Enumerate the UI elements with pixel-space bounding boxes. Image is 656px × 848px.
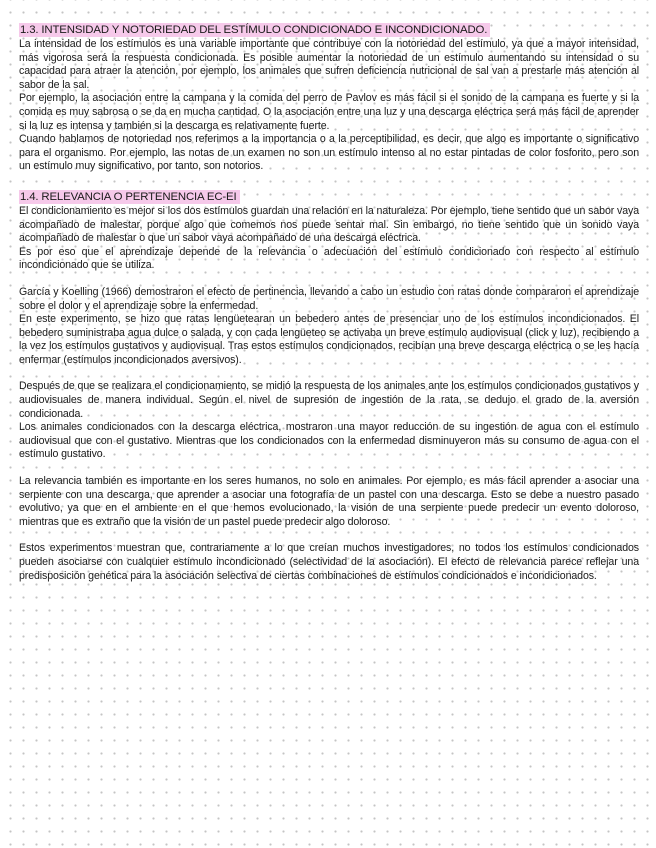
paragraph: Después de que se realizara el condicionamiento, se midió la respuesta de los animales ante los estímulos condicionados gustativos y audiovisuales de manera individual. Según el nivel de supresión de ingestión de la rata, se dedujo el grado de la aversión condicionada. <box>19 380 639 420</box>
notes-page <box>19 20 639 583</box>
paragraph: El condicionamiento es mejor si los dos estímulos guardan una relación en la naturaleza. Por ejemplo, tiene sentido que un sabor vaya acompañado de malestar, porque algo que comemos nos puede sentar mal. Sin embargo, no tiene sentido que un sonido vaya acompañado de malestar o que un sabor vaya acompañado de una descarga eléctrica. <box>19 204 639 245</box>
section-heading-intensidad: 1.3. INTENSIDAD Y NOTORIEDAD DEL ESTÍMULO CONDICIONADO E INCONDICIONADO. <box>19 23 490 37</box>
paragraph: La relevancia también es importante en los seres humanos, no solo en animales. Por ejemplo, es más fácil aprender a asociar una serpiente con una descarga, que aprender a asociar una fotografía de un pastel con una descarga. Esto se debe a nuestro pasado evolutivo, ya que en el ambiente en el que hemos evolucionado, la visión de una serpiente puede predecir un evento doloroso, mientras que es extraño que la visión de un pastel puede predecir algo doloroso. <box>19 475 639 528</box>
section-heading-relevancia: 1.4. RELEVANCIA O PERTENENCIA EC-EI <box>19 190 240 204</box>
paragraph: En este experimento, se hizo que ratas lengüetearan un bebedero antes de presenciar uno de los estímulos incondicionados. El bebedero suministraba agua dulce o salada, y con cada lengüeteo se activaba un breve estímulo audiovisual (click y luz), recibiendo a la vez los estímulos gustativos y audiovisual. Tras estos estímulos condicionados, recibían una breve descarga eléctrica o se les hacía enfermar (estímulos incondicionados aversivos). <box>19 313 639 366</box>
paragraph: Estos experimentos muestran que, contrariamente a lo que creían muchos investigadores, no todos los estímulos condicionados pueden asociarse con cualquier estímulo incondicionado (selectividad de la asociación). El efecto de relevancia parece reflejar una predisposición genética para la asociación selectiva de ciertas combinaciones de estímulos condicionados e incondicionados. <box>19 542 639 582</box>
section-relevancia <box>19 187 639 583</box>
paragraph: García y Koelling (1966) demostraron el efecto de pertinencia, llevando a cabo un estudio con ratas donde compararon el aprendizaje sobre el dolor y el aprendizaje sobre la enfermedad. <box>19 285 639 312</box>
section-intensidad <box>19 20 639 174</box>
paragraph: Cuando hablamos de notoriedad nos referimos a la importancia o a la perceptibilidad, es decir, que algo es importante o significativo para el organismo. Por ejemplo, las notas de un examen no son un estímulo intenso al no estar pintadas de color fosforito, pero son un estímulo muy significativo, por tanto, son notorios. <box>19 133 639 173</box>
paragraph: Es por eso que el aprendizaje depende de la relevancia o adecuación del estímulo condicionado con respecto al estímulo incondicionado que se utiliza. <box>19 245 639 272</box>
paragraph: Los animales condicionados con la descarga eléctrica, mostraron una mayor reducción de su ingestión de agua con el estímulo audiovisual que con el gustativo. Mientras que los condicionados con la enfermedad disminuyeron más su consumo de agua con el estímulo gustativo. <box>19 421 639 461</box>
paragraph: Por ejemplo, la asociación entre la campana y la comida del perro de Pavlov es más fácil si el sonido de la campana es fuerte y si la comida es muy sabrosa o se da en mucha cantidad. O la asociación entre una luz y una descarga eléctrica será más fácil de aprender si la luz es intensa y también si la descarga es relativamente fuerte. <box>19 92 639 132</box>
paragraph: La intensidad de los estímulos es una variable importante que contribuye con la notoriedad del estímulo, ya que a mayor intensidad, más vigorosa será la respuesta condicionada. Es posible aumentar la notoriedad de un estímulo aumentando su intensidad o su capacidad para atraer la atención, por ejemplo, los animales que sufren deficiencia nutricional de sal van a prestarle más atención al sabor de la sal. <box>19 38 639 91</box>
